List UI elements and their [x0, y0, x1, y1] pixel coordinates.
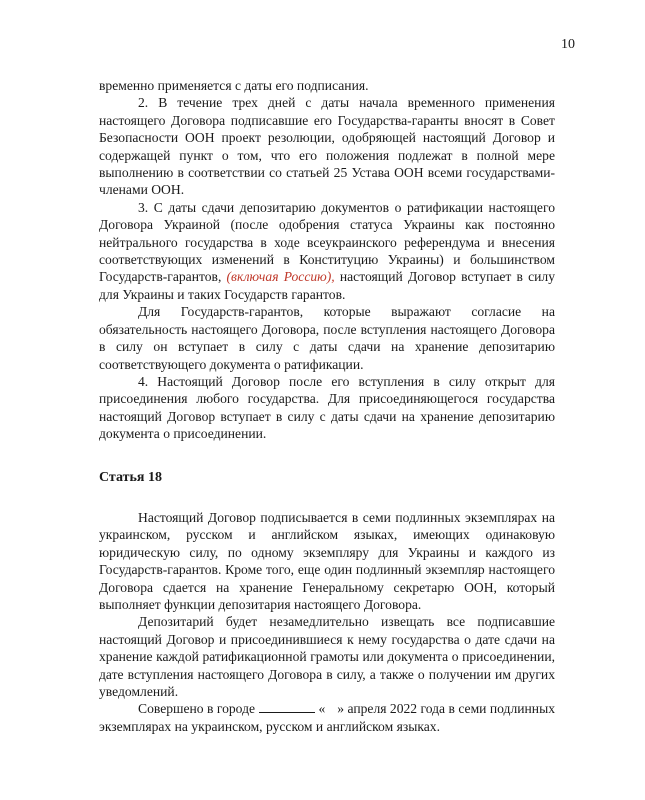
paragraph-continuation: временно применяется с даты его подписания. — [99, 78, 369, 93]
page-number: 10 — [561, 37, 575, 52]
city-blank — [259, 701, 315, 713]
signed-date-text: апреля 2022 года в семи подлинных экземплярах на украинском, русском и английском языках. — [99, 701, 555, 734]
paragraph-depositary: Депозитарий будет незамедлительно извещать все подписавшие настоящий Договор и присоединившиеся к нему государства о дате сдачи на хранение каждой ратификационной грамоты или документа о присоединении, дате вступления настоящего Договора в силу, а также о получении им других уведомлений. — [99, 614, 555, 699]
paragraph-clause-4: 4. Настоящий Договор после его вступления в силу открыт для присоединения любого государства. Для присоединяющегося государства настоящий Договор вступает в силу с даты сдачи на хранение депозитарию документа о присоединении. — [99, 373, 555, 442]
article-heading: Статья 18 — [99, 469, 162, 485]
clause-3-red-insert: (включая Россию), — [226, 269, 335, 285]
paragraph-guarantors: Для Государств-гарантов, которые выражают согласие на обязательность настоящего Договора, после вступления настоящего Договора в силу он вступает в силу с даты сдачи на хранение депозитарию соответствующего документа о ратификации. — [99, 304, 555, 372]
open-quote: « — [318, 701, 326, 717]
paragraph-clause-3 — [99, 199, 555, 303]
clause-3-text-end: настоящий Договор вступает в силу для Украины и таких Государств гарантов. — [99, 269, 556, 302]
paragraph-signed — [99, 700, 555, 735]
close-quote: » — [337, 701, 345, 717]
signed-text: Совершено в городе — [138, 701, 256, 717]
paragraph-clause-2: 2. В течение трех дней с даты начала временного применения настоящего Договора подписавшие его Государства-гаранты вносят в Совет Безопасности ООН проект резолюции, одобряющей настоящий Договор и содержащей пункт о том, что его положения подлежат в полной мере выполнению в соответствии со статьей 25 Устава ООН всеми государствами-членами ООН. — [99, 95, 555, 198]
paragraph-copies: Настоящий Договор подписывается в семи подлинных экземплярах на украинском, русском и английском языках, имеющих одинаковую юридическую силу, по одному экземпляру для Украины и каждого из Государств-гарантов. Кроме того, еще один подлинный экземпляр настоящего Договора сдается на хранение Генеральному секретарю ООН, который выполняет функции депозитария настоящего Договора. — [99, 509, 555, 612]
document-body — [99, 77, 555, 735]
clause-3-text: 3. С даты сдачи депозитарию документов о ратификации настоящего Договора Украиной (после одобрения статуса Украины как постоянно нейтрального государства в ходе всеукраинского референдума и внесения соответствующих изменений в Конституцию Украины) и большинством Государств-гарантов, — [99, 199, 555, 285]
